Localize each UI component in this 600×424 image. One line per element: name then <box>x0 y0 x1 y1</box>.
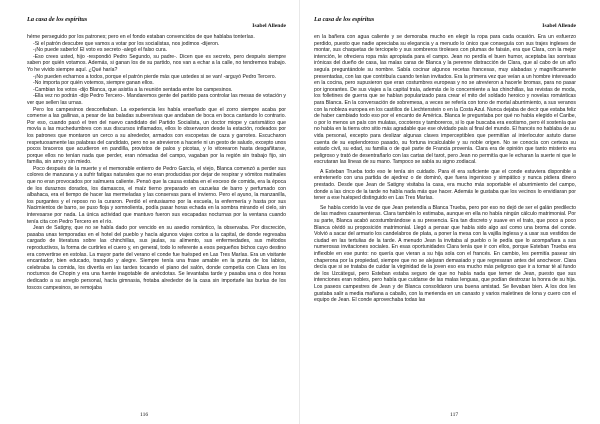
paragraph: -Cambian los votos -dijo Blanca, que asistía a la reunión sentada entre los campesinos. <box>33 86 233 93</box>
paragraph: Jean de Satigny, que no se había dado por vencido en su asedio romántico, la observaba. Por discreción, pasaba unas temporadas en el hotel del pueblo y hacía algunos viajes cortos a la capital, de donde regresaba cargado de literatura sobre las chinchillas, sus jaulas, su alimento, sus enfermedades, sus métodos reproductivos, la forma de curtirles el cuero y, en general, todo lo referente a esos pequeños bichos cuyo destino era convertirse en estolas. La mayor parte del verano el conde fue huésped en Las Tres Marías. Era un visitante encantador, bien educado, tranquilo y alegre. Siempre tenía una frase amable en la punta de los labios, celebraba la comida, los divertía en las tardes tocando el piano del salón, donde competía con Clara en los nocturnos de Chopin y era una fuente inagotable de anécdotas. Se levantaba tarde y pasaba una o dos horas dedicado a su arreglo personal, hacía gimnasia, frotaba alrededor de la casa sin importarle las burlas de los toscos campesinos, se remojaba <box>27 225 286 291</box>
right-page-body <box>314 34 576 404</box>
paragraph: A Esteban Trueba todo eso le tenía sin cuidado. Para él era suficiente que el conde estuviera disponible a entretenerlo con una partida de ajedrez o de dominó, que fuera ingenioso y simpático y nunca pidiera dinero prestado. Desde que Jean de Satigny visitaba la casa, era mucho más soportable el aburrimiento del campo, donde a las cinco de la tarde no había nada más que hacer. Además le gustaba que los vecinos lo envidiaran por tener a ese huésped distinguido en Las Tres Marías. <box>314 168 576 202</box>
paragraph: Pero los campesinos desconfiaban. La experiencia les había enseñado que el zorro siempre acaba por comerse a las gallinas, a pesar de las baladas subversivas que andaban de boca en boca cantando lo contrario. Por eso, cuando pasó el tren del nuevo candidato del Partido Socialista, un doctor miope y carismático que movía a las muchedumbres con sus discursos inflamados, ellos lo observaron desde la estación, rodeados por los patrones que montaron un cerco a su alrededor, armados con escopetas de caza y garrotes. Escucharon respetuosamente las palabras del candidato, pero no se atrevieron a hacerle ni un gesto de saludo, excepto unos pocos braceros que acudieron en pandilla, provistos de palos y picotas, y lo vitorearon hasta desgañitarse, porque ellos no tenían nada que perder, eran nómadas del campo, vagaban por la región sin trabajo fijo, sin familia, sin amo y sin miedo. <box>27 106 286 166</box>
paragraph: Se había corrido la voz de que Jean pretendía a Blanca Trueba, pero por eso no dejó de ser el galán predilecto de las madres casamenteras. Clara también lo estimaba, aunque en ella no había ningún cálculo matrimonial. Por su parte, Blanca acabó acostumbrándose a su presencia. Era tan discreto y suave en el trato, que poco a poco Blanca olvidó su proposición matrimonial. Llegó a pensar que había sido algo así como una broma del conde. Volvió a sacar del armario los candelabros de plata, a poner la mesa con la vajilla inglesa y a usar sus vestidos de ciudad en las tertulias de la tarde. A menudo Jean la invitaba al pueblo o le pedía que lo acompañara a sus numerosas invitaciones sociales. En esas oportunidades Clara tenía que ir con ellos, porque Esteban Trueba era inflexible en ese punto: no quería que vieran a su hija sola con el francés. En cambio, les permitía pasear sin chaperona por la propiedad, siempre que no se alejaran demasiado y que regresaran antes del anochecer. Clara decía que si se trataba de cuidar la virginidad de la joven eso era mucho más peligroso que ir a tomar té al fundo de los Uzcátegui, pero Esteban estaba seguro de que no había nada que temer de Jean, puesto que sus intenciones eran nobles, pero había que cuidarse de las malas lenguas, que podían destrozar la honra de su hija. Los paseos campestres de Jean y de Blanca consolidaron una buena amistad. Se llevaban bien. A los dos les gustaba salir a media mañana a caballo, con la merienda en un canasto y varios maletines de lona y cuero con el equipo de Jean. El conde aprovechaba todas las <box>314 204 576 304</box>
right-page <box>300 0 600 424</box>
right-header-title: La casa de los espíritus <box>314 16 375 23</box>
left-header-author: Isabel Allende <box>252 23 286 29</box>
paragraph: -Si el patrón descubre que vamos a votar por los socialistas, nos jodimos -dijeron. <box>33 40 220 47</box>
paragraph: hérne perseguido por los patrones; pero en el fondo estaban convencidos de que hablaba tonterías. <box>27 34 255 40</box>
paragraph: -Eso crees usted, hijo -respondió Pedro Segundo, su padre-. Dicen que es secreto, pero después siempre saben por quién votamos. Además, si ganan los de su partido, nos van a echar a la calle, no tendremos trabajo. Yo he vivido siempre aquí. ¿Qué haría? <box>27 53 286 73</box>
paragraph: en la bañera con agua caliente y se demoraba mucho en elegir la ropa para cada ocasión. Era un esfuerzo perdido, puesto que nadie apreciaba su elegancia y a menudo lo único que conseguía con sus trajes ingleses de montar, sus chaquetas de terciopelo y sus sombreros tiroleses con plumas de faisán, era que Clara, con la mejor intención, le ofreciera ropa más apropiada para el campo. Jean no perdía el buen humor, aceptaba las sonrisas irónicas del dueño de casa, las malas caras de Blanca y la perenne distracción de Clara, que al cabo de un año seguía preguntándole su nombre. Sabía cocinar algunos recetas francesas, muy alabadas y magníficamente presentadas, con las que contribuía cuando tenían invitados. Era la primera vez que veían a un hombre interesado en la cocina, pero supusieron que eran costumbres europeas y no se atrevieron a hacerle bromas, para no pasar por ignorantes. De sus viajes a la capital traía, además de lo concerniente a las chinchillas, las revistas de moda, los folletines de guerra que se habían popularizado para crear el mito del soldado heroico y novelas románticas para Blanca. En la conversación de sobremesa, a veces se refería con tono de mortal aburrimiento, a sus veranos con la nobleza europea en los castillos de Liechtenstein o en la Costa Azul. Nunca dejaba de decir que estaba feliz de haber cambiado todo eso por el encanto de América. Blanca le preguntaba por qué no había elegido el Caribe, o por lo menos un país con mulatas, cocoteros y tamboreros, si lo que buscaba era exotismo, pero él sostenía que no había en la tierra otro sitio más agradable que ese olvidado país al final del mundo. El francés no hablaba de su vida personal, excepto para deslizar algunas claves imperceptibles que permitían al interlocutor astuto darse cuenta de su esplendoroso pasado, su fortuna incalculable y su noble origen. No se conocía con certeza su estado civil, su edad, su familia o de qué parte de Francia provenía. Clara era de opinión que tanto misterio era peligroso y trató de desentrañarlo con las cartas del tarot, pero Jean no permitía que le echaran la suerte ni que le escrutaran las líneas de su mano. Tampoco se sabía su signo zodiacal. <box>314 34 576 166</box>
right-page-header <box>314 12 576 34</box>
paragraph: -Ella vez no podrán -dijo Pedro Tercero-. Mandaremos gente del partido para controlar las mesas de votación y ver que sellen las urnas. <box>27 93 286 106</box>
right-page-number: 117 <box>450 412 459 418</box>
left-page-body <box>27 34 286 404</box>
paragraph: -¡No pueden echarnos a todos, porque el patrón pierde más que ustedes si se van! -arguyó Pedro Tercero. <box>33 73 277 80</box>
paragraph: -¡No puede saberlo! El voto es secreto -alegó el falso cura. <box>33 47 168 54</box>
left-header-title: La casa de los espíritus <box>27 16 88 23</box>
paragraph: Poco después de la muerte y el memorable entierro de Pedro García, el viejo, Blanca comenzó a perder sus colores de manzana y a sufrir fatigas naturales que no eran producidas por dejar de respirar y vómitos matinales que no eran provocados por salmuera caliente. Pensó que la causa estaba en el exceso de comida, era la época de los duraznos dorados, los damascos, el maíz tierno preparado en cazuelas de barro y perfumado con albahaca, era el tiempo de hacer las mermeladas y las conservas para el invierno. Pero el ayuno, la manzanilla, los purgantes y el reposo no la curaron. Perdió el entusiasmo por la escuela, la enfermería y hasta por sus Nacimientos de barro, se puso floja y somnolienta, podía pasar horas echada en la sombra mirando el cielo, sin interesarse por nada. La única actividad que mantuvo fueron sus escapadas nocturnas por la ventana cuando tenía cita con Pedro Tercero en el río. <box>27 165 286 225</box>
right-header-author: Isabel Allende <box>542 23 576 29</box>
paragraph: -No importa por quién votemos, siempre ganan ellos. <box>33 80 154 87</box>
left-page-header <box>27 12 286 34</box>
left-page-number: 116 <box>140 412 149 418</box>
